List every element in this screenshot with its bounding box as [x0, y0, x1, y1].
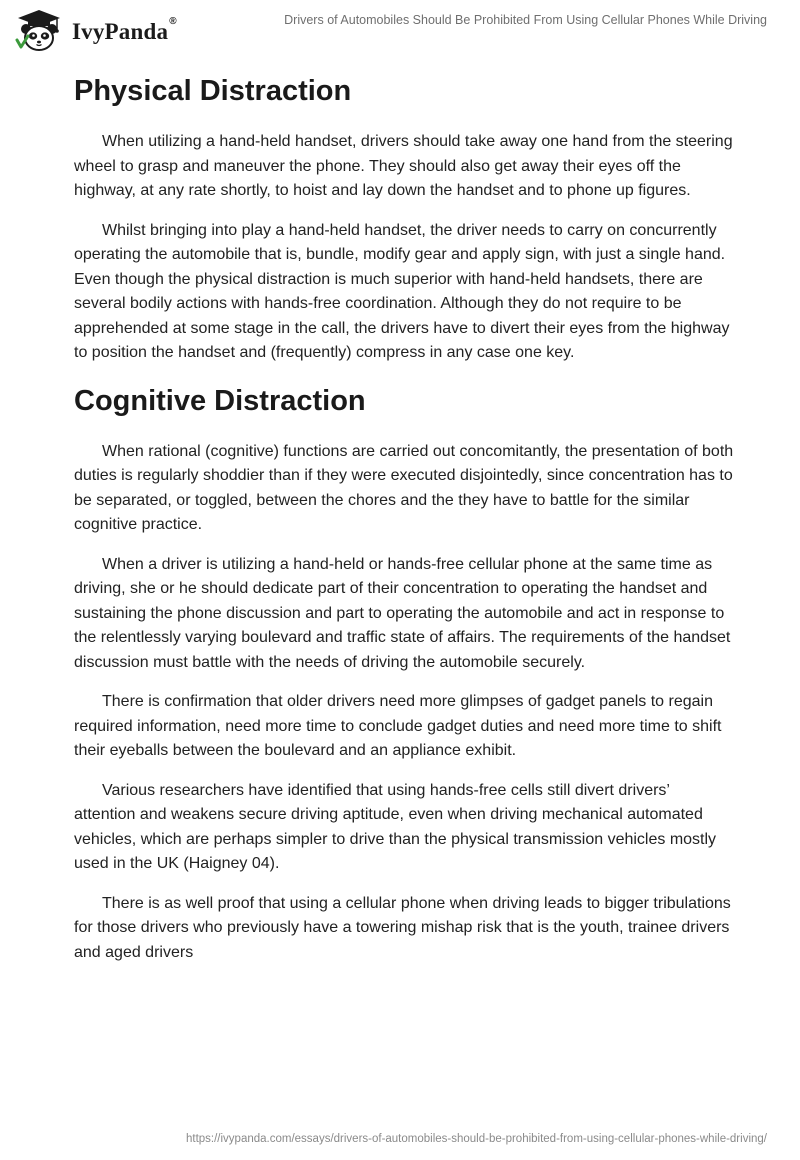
paragraph: There is as well proof that using a cellular phone when driving leads to bigger tribulations for those drivers who previously have a towering mishap risk that is the youth, trainee drivers and aged drivers — [74, 894, 731, 961]
paragraph: When utilizing a hand-held handset, drivers should take away one hand from the steering wheel to grasp and maneuver the phone. They should also get away their eyes off the highway, at any rate shortly, to hoist and lay down the handset and to phone up figures. — [74, 133, 733, 199]
paragraph: When a driver is utilizing a hand-held or hands-free cellular phone at the same time as driving, she or he should dedicate part of their concentration to operating the handset and sustaining the phone discussion and part to operating the automobile and act in response to the relentlessly varying boulevard and traffic state of affairs. The requirements of the handset discussion must battle with the needs of driving the automobile securely. — [74, 555, 731, 671]
page-header — [0, 0, 800, 60]
paragraph: When rational (cognitive) functions are carried out concomitantly, the presentation of both duties is regularly shoddier than if they were executed disjointedly, since concentration has to be separated, or toggled, between the chores and the they have to battle for the similar cognitive practice. — [74, 442, 734, 533]
essay-content — [74, 72, 734, 980]
paragraph: There is confirmation that older drivers need more glimpses of gadget panels to regain required information, need more time to conclude gadget duties and need more time to shift their eyeballs between the boulevard and an appliance exhibit. — [74, 693, 722, 759]
ivypanda-logo[interactable] — [14, 8, 177, 54]
paragraph: Whilst bringing into play a hand-held handset, the driver needs to carry on concurrently operating the automobile that is, bundle, modify gear and apply sign, with just a single hand. Even though the physical distraction is much superior with hand-held handsets, there are several bodily actions with hands-free coordination. Although they do not require to be apprehended at some stage in the call, the drivers have to divert their eyes from the highway to position the handset and (frequently) compress in any case one key. — [74, 221, 730, 361]
section-heading-physical: Physical Distraction — [74, 75, 352, 107]
registered-mark: ® — [169, 16, 177, 27]
source-url[interactable]: https://ivypanda.com/essays/drivers-of-automobiles-should-be-prohibited-from-using-cellular-phones-while-driving/ — [185, 1133, 767, 1145]
brand-name: IvyPanda® — [72, 16, 177, 44]
section-heading-cognitive: Cognitive Distraction — [74, 384, 366, 417]
document-title: Drivers of Automobiles Should Be Prohibited From Using Cellular Phones While Driving — [284, 13, 767, 27]
panda-graduate-icon — [14, 8, 64, 54]
paragraph: Various researchers have identified that using hands-free cells still divert drivers’ attention and weakens secure driving aptitude, even when driving mechanical automated vehicles, which are perhaps simpler to drive than the physical transmission vehicles mostly used in the UK (Haigney 04). — [74, 781, 717, 872]
